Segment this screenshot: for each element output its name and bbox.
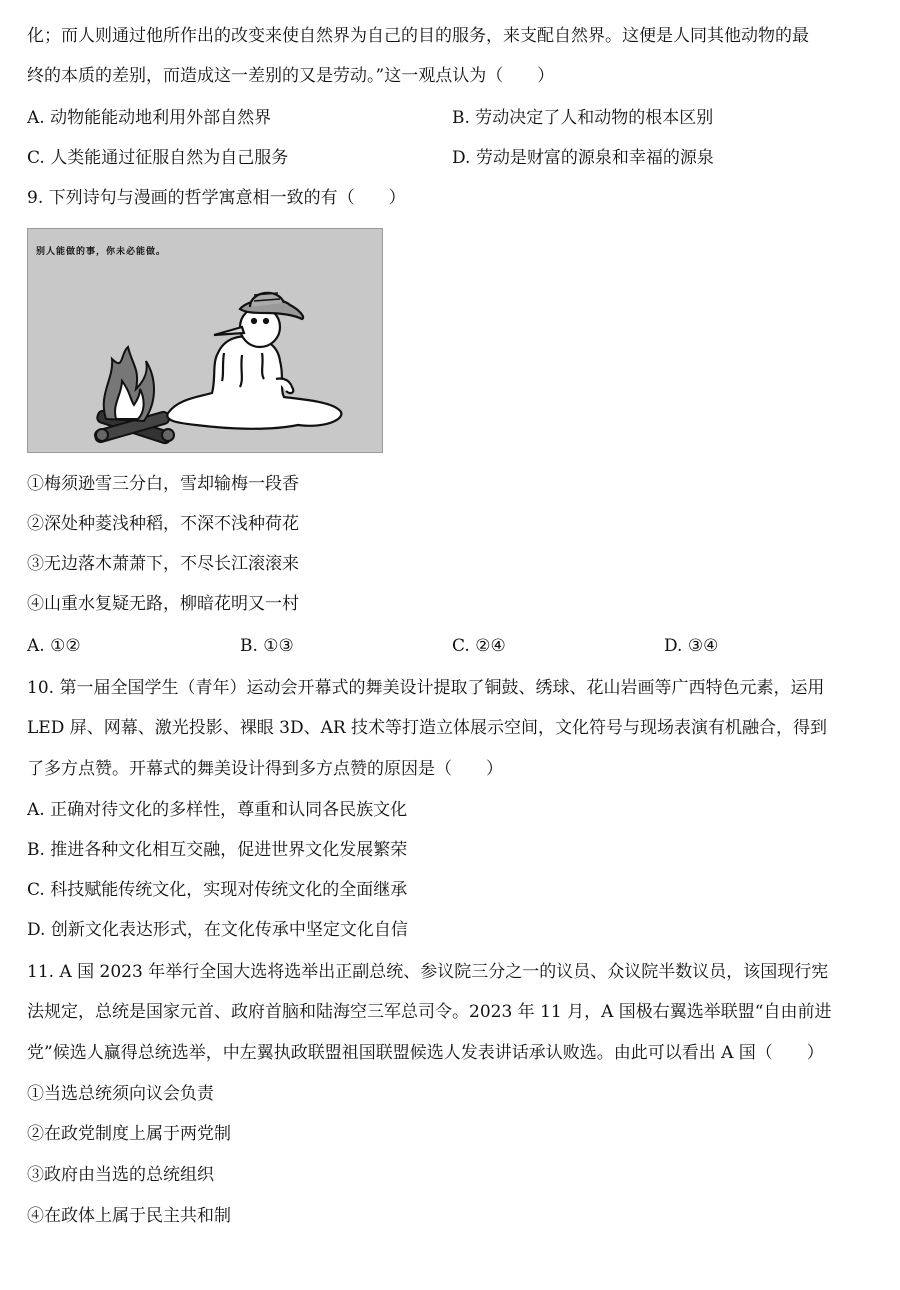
snowman-icon bbox=[167, 293, 341, 429]
q11-statement-2: ②在政党制度上属于两党制 bbox=[27, 1124, 231, 1144]
q8-stem-line-1: 化；而人则通过他所作出的改变来使自然界为自己的目的服务，来支配自然界。这便是人同其他动物的最 bbox=[27, 26, 809, 46]
q11-statement-1: ①当选总统须向议会负责 bbox=[27, 1084, 214, 1104]
q8-option-b[interactable]: B. 劳动决定了人和动物的根本区别 bbox=[452, 108, 714, 128]
q8-stem-line-2: 终的本质的差别，而造成这一差别的又是劳动。”这一观点认为（ ） bbox=[27, 66, 555, 86]
campfire-icon bbox=[94, 347, 174, 444]
q11-stem-line-3: 党”候选人赢得总统选举，中左翼执政联盟祖国联盟候选人发表讲话承认败选。由此可以看出 A 国（ ） bbox=[27, 1043, 824, 1063]
q11-stem-line-1: 11. A 国 2023 年举行全国大选将选举出正副总统、参议院三分之一的议员、众议院半数议员，该国现行宪 bbox=[27, 962, 829, 982]
q10-stem-line-2: LED 屏、网幕、激光投影、裸眼 3D、AR 技术等打造立体展示空间，文化符号与现场表演有机融合，得到 bbox=[27, 718, 828, 738]
q9-statement-2: ②深处种菱浅种稻，不深不浅种荷花 bbox=[27, 514, 299, 534]
q9-statement-4: ④山重水复疑无路，柳暗花明又一村 bbox=[27, 594, 299, 614]
q9-option-c[interactable]: C. ②④ bbox=[452, 636, 506, 656]
melting-snowman-illustration bbox=[28, 229, 384, 454]
q9-stem: 9. 下列诗句与漫画的哲学寓意相一致的有（ ） bbox=[27, 188, 406, 208]
q10-stem-line-3: 了多方点赞。开幕式的舞美设计得到多方点赞的原因是（ ） bbox=[27, 759, 503, 779]
cartoon-caption: 别人能做的事，你未必能做。 bbox=[36, 247, 167, 257]
q10-option-a[interactable]: A. 正确对待文化的多样性，尊重和认同各民族文化 bbox=[27, 800, 408, 820]
q9-option-a[interactable]: A. ①② bbox=[27, 636, 81, 656]
q10-option-d[interactable]: D. 创新文化表达形式，在文化传承中坚定文化自信 bbox=[27, 920, 408, 940]
q9-statement-3: ③无边落木萧萧下，不尽长江滚滚来 bbox=[27, 554, 299, 574]
q9-option-d[interactable]: D. ③④ bbox=[664, 636, 719, 656]
q11-stem-line-2: 法规定，总统是国家元首、政府首脑和陆海空三军总司令。2023 年 11 月，A 国极右翼选举联盟“自由前进 bbox=[27, 1002, 832, 1022]
q9-option-b[interactable]: B. ①③ bbox=[240, 636, 294, 656]
q8-option-c[interactable]: C. 人类能通过征服自然为自己服务 bbox=[27, 148, 289, 168]
q10-stem-line-1: 10. 第一届全国学生（青年）运动会开幕式的舞美设计提取了铜鼓、绣球、花山岩画等广西特色元素，运用 bbox=[27, 678, 825, 698]
q8-option-a[interactable]: A. 动物能能动地利用外部自然界 bbox=[27, 108, 272, 128]
q9-cartoon bbox=[27, 228, 383, 453]
q9-statement-1: ①梅须逊雪三分白，雪却输梅一段香 bbox=[27, 474, 299, 494]
q11-statement-4: ④在政体上属于民主共和制 bbox=[27, 1206, 231, 1226]
q8-option-d[interactable]: D. 劳动是财富的源泉和幸福的源泉 bbox=[452, 148, 714, 168]
q10-option-c[interactable]: C. 科技赋能传统文化，实现对传统文化的全面继承 bbox=[27, 880, 408, 900]
q11-statement-3: ③政府由当选的总统组织 bbox=[27, 1165, 214, 1185]
q10-option-b[interactable]: B. 推进各种文化相互交融，促进世界文化发展繁荣 bbox=[27, 840, 408, 860]
